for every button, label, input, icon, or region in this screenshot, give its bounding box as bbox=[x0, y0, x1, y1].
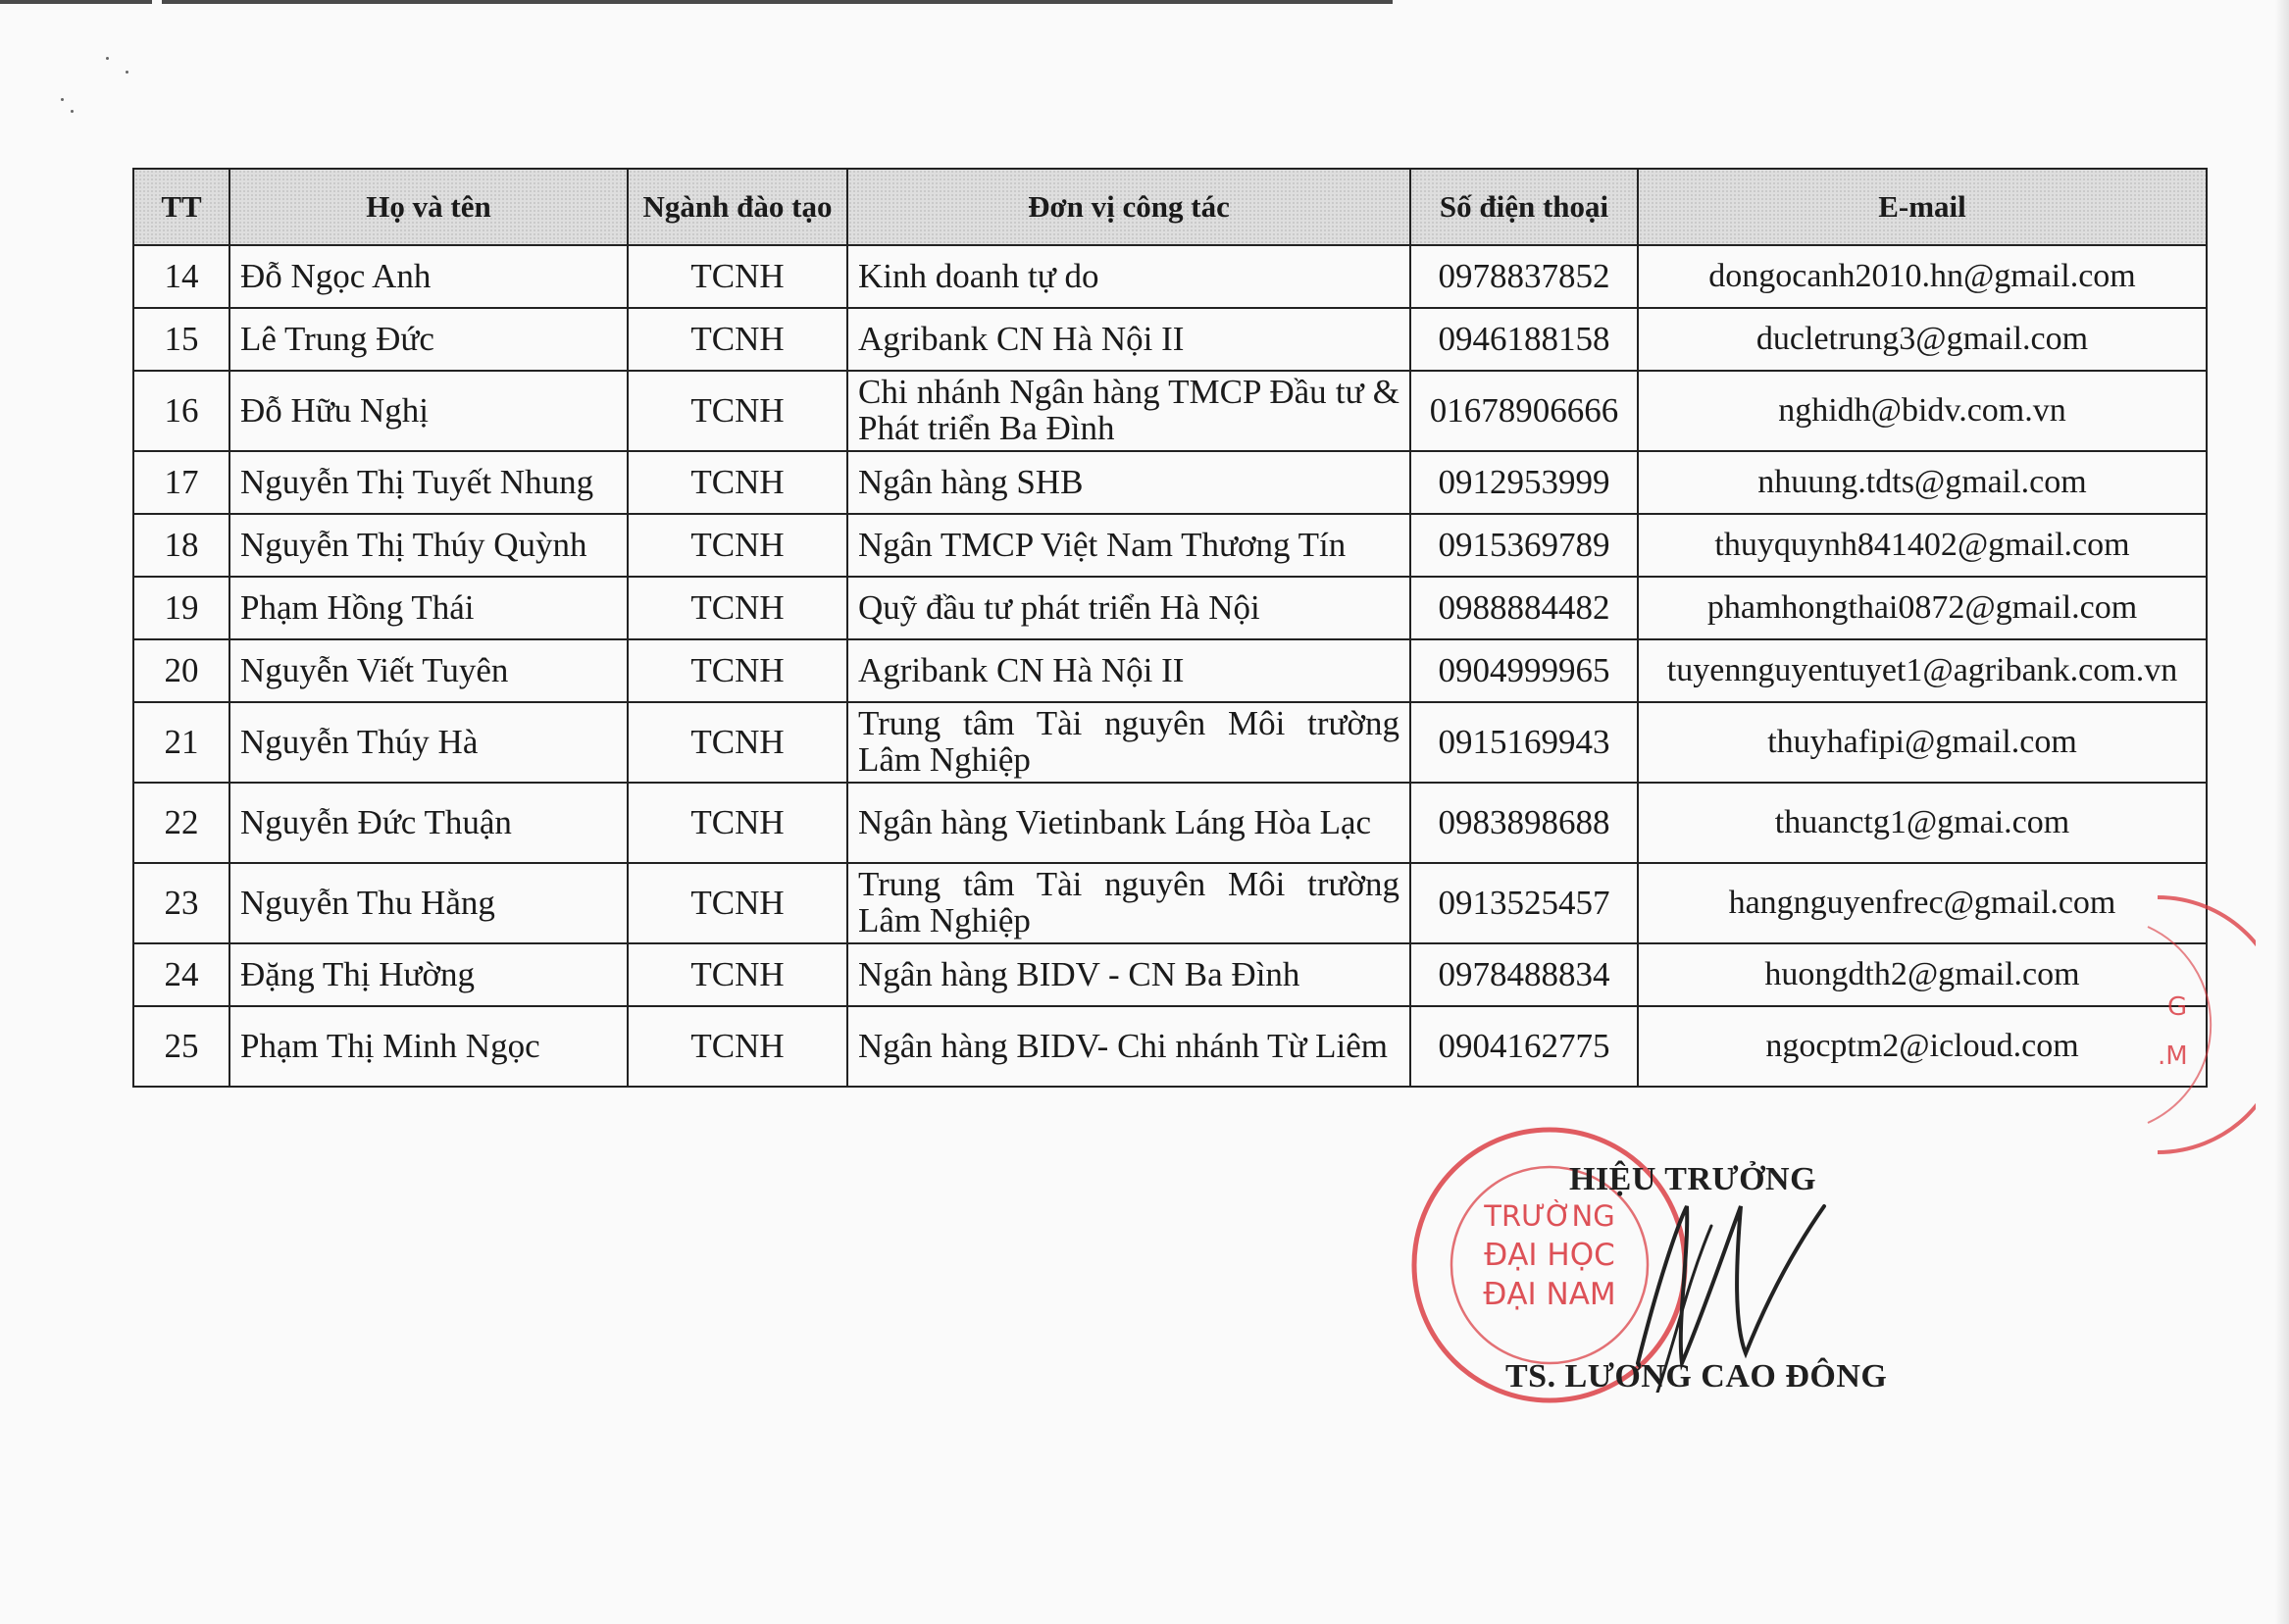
table-row bbox=[133, 943, 2207, 1006]
scan-edge-gap bbox=[152, 0, 162, 4]
cell-phone: 0946188158 bbox=[1410, 308, 1638, 371]
scan-speck bbox=[106, 57, 109, 60]
cell-phone: 0978837852 bbox=[1410, 245, 1638, 308]
cell-major: TCNH bbox=[628, 577, 847, 639]
cell-tt: 24 bbox=[133, 943, 229, 1006]
cell-email: dongocanh2010.hn@gmail.com bbox=[1638, 245, 2207, 308]
cell-tt: 22 bbox=[133, 783, 229, 863]
scan-speck bbox=[126, 71, 128, 74]
scan-speck bbox=[71, 110, 74, 113]
svg-text:G: G bbox=[2167, 992, 2188, 1022]
cell-phone: 0978488834 bbox=[1410, 943, 1638, 1006]
page-edge-shadow bbox=[2275, 0, 2289, 1624]
cell-unit: Quỹ đầu tư phát triển Hà Nội bbox=[847, 577, 1410, 639]
cell-name: Nguyễn Thu Hằng bbox=[229, 863, 628, 943]
cell-phone: 0912953999 bbox=[1410, 451, 1638, 514]
header-tt: TT bbox=[133, 169, 229, 245]
cell-email: thuyquynh841402@gmail.com bbox=[1638, 514, 2207, 577]
cell-major: TCNH bbox=[628, 639, 847, 702]
table-row bbox=[133, 1006, 2207, 1087]
cell-email: ngocptm2@icloud.com bbox=[1638, 1006, 2207, 1087]
table-row bbox=[133, 308, 2207, 371]
signatory-title: HIỆU TRƯỞNG bbox=[1569, 1161, 1817, 1197]
cell-tt: 18 bbox=[133, 514, 229, 577]
cell-unit: Ngân TMCP Việt Nam Thương Tín bbox=[847, 514, 1410, 577]
cell-tt: 23 bbox=[133, 863, 229, 943]
header-unit: Đơn vị công tác bbox=[847, 169, 1410, 245]
cell-name: Nguyễn Đức Thuận bbox=[229, 783, 628, 863]
cell-name: Phạm Thị Minh Ngọc bbox=[229, 1006, 628, 1087]
cell-name: Lê Trung Đức bbox=[229, 308, 628, 371]
cell-name: Đỗ Ngọc Anh bbox=[229, 245, 628, 308]
cell-phone: 0904999965 bbox=[1410, 639, 1638, 702]
cell-major: TCNH bbox=[628, 943, 847, 1006]
header-phone: Số điện thoại bbox=[1410, 169, 1638, 245]
cell-major: TCNH bbox=[628, 245, 847, 308]
header-email: E-mail bbox=[1638, 169, 2207, 245]
cell-major: TCNH bbox=[628, 451, 847, 514]
cell-email: nhuung.tdts@gmail.com bbox=[1638, 451, 2207, 514]
table-row bbox=[133, 514, 2207, 577]
cell-major: TCNH bbox=[628, 308, 847, 371]
cell-phone: 0904162775 bbox=[1410, 1006, 1638, 1087]
cell-unit: Ngân hàng BIDV - CN Ba Đình bbox=[847, 943, 1410, 1006]
table-header-row bbox=[133, 169, 2207, 245]
cell-phone: 0915369789 bbox=[1410, 514, 1638, 577]
scan-speck bbox=[61, 98, 64, 101]
cell-major: TCNH bbox=[628, 702, 847, 783]
table-row bbox=[133, 702, 2207, 783]
cell-major: TCNH bbox=[628, 371, 847, 451]
signatory-name: TS. LƯƠNG CAO ĐÔNG bbox=[1505, 1358, 1888, 1395]
cell-phone: 0913525457 bbox=[1410, 863, 1638, 943]
seal-line-3: ĐẠI NAM bbox=[1483, 1277, 1616, 1312]
cell-tt: 20 bbox=[133, 639, 229, 702]
header-major: Ngành đào tạo bbox=[628, 169, 847, 245]
cell-unit: Agribank CN Hà Nội II bbox=[847, 308, 1410, 371]
partial-seal-stamp bbox=[2138, 888, 2256, 1162]
cell-email: huongdth2@gmail.com bbox=[1638, 943, 2207, 1006]
svg-text:.M: .M bbox=[2158, 1041, 2188, 1071]
cell-tt: 15 bbox=[133, 308, 229, 371]
cell-phone: 01678906666 bbox=[1410, 371, 1638, 451]
cell-tt: 16 bbox=[133, 371, 229, 451]
cell-name: Phạm Hồng Thái bbox=[229, 577, 628, 639]
cell-unit: Ngân hàng Vietinbank Láng Hòa Lạc bbox=[847, 783, 1410, 863]
cell-name: Đỗ Hữu Nghị bbox=[229, 371, 628, 451]
cell-email: tuyennguyentuyet1@agribank.com.vn bbox=[1638, 639, 2207, 702]
signature-block bbox=[1373, 1118, 1961, 1412]
cell-major: TCNH bbox=[628, 863, 847, 943]
cell-unit: Trung tâm Tài nguyên Môi trường Lâm Nghiệp bbox=[847, 702, 1410, 783]
cell-email: phamhongthai0872@gmail.com bbox=[1638, 577, 2207, 639]
cell-phone: 0915169943 bbox=[1410, 702, 1638, 783]
cell-tt: 19 bbox=[133, 577, 229, 639]
cell-name: Nguyễn Thúy Hà bbox=[229, 702, 628, 783]
cell-email: nghidh@bidv.com.vn bbox=[1638, 371, 2207, 451]
table-row bbox=[133, 783, 2207, 863]
table-row bbox=[133, 639, 2207, 702]
cell-phone: 0983898688 bbox=[1410, 783, 1638, 863]
cell-email: thuanctg1@gmai.com bbox=[1638, 783, 2207, 863]
cell-unit: Kinh doanh tự do bbox=[847, 245, 1410, 308]
cell-unit: Chi nhánh Ngân hàng TMCP Đầu tư & Phát triển Ba Đình bbox=[847, 371, 1410, 451]
staff-table bbox=[132, 168, 2208, 1088]
cell-tt: 14 bbox=[133, 245, 229, 308]
cell-tt: 21 bbox=[133, 702, 229, 783]
cell-name: Nguyễn Viết Tuyên bbox=[229, 639, 628, 702]
table-row bbox=[133, 863, 2207, 943]
cell-email: thuyhafipi@gmail.com bbox=[1638, 702, 2207, 783]
cell-name: Đặng Thị Hường bbox=[229, 943, 628, 1006]
seal-line-2: ĐẠI HỌC bbox=[1484, 1238, 1615, 1273]
cell-phone: 0988884482 bbox=[1410, 577, 1638, 639]
scan-edge bbox=[0, 0, 1393, 4]
table-row bbox=[133, 245, 2207, 308]
cell-major: TCNH bbox=[628, 514, 847, 577]
cell-email: hangnguyenfrec@gmail.com bbox=[1638, 863, 2207, 943]
cell-major: TCNH bbox=[628, 1006, 847, 1087]
table-row bbox=[133, 451, 2207, 514]
cell-tt: 25 bbox=[133, 1006, 229, 1087]
cell-name: Nguyễn Thị Tuyết Nhung bbox=[229, 451, 628, 514]
cell-name: Nguyễn Thị Thúy Quỳnh bbox=[229, 514, 628, 577]
cell-unit: Ngân hàng SHB bbox=[847, 451, 1410, 514]
cell-unit: Trung tâm Tài nguyên Môi trường Lâm Nghiệp bbox=[847, 863, 1410, 943]
cell-major: TCNH bbox=[628, 783, 847, 863]
cell-unit: Agribank CN Hà Nội II bbox=[847, 639, 1410, 702]
table-row bbox=[133, 577, 2207, 639]
seal-line-1: TRƯỜNG bbox=[1484, 1199, 1615, 1233]
cell-tt: 17 bbox=[133, 451, 229, 514]
header-name: Họ và tên bbox=[229, 169, 628, 245]
cell-email: ducletrung3@gmail.com bbox=[1638, 308, 2207, 371]
table-row bbox=[133, 371, 2207, 451]
cell-unit: Ngân hàng BIDV- Chi nhánh Từ Liêm bbox=[847, 1006, 1410, 1087]
